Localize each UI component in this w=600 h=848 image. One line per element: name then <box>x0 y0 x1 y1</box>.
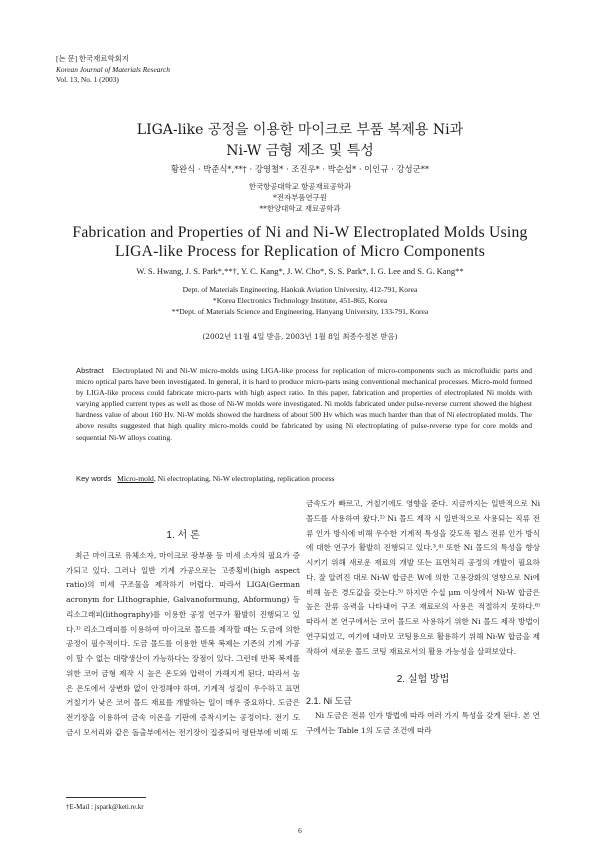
abstract-label: Abstract <box>76 366 104 375</box>
journal-name-ko: [논 문] 한국재료학회지 <box>56 54 129 63</box>
section-heading-introduction: 1. 서 론 <box>166 530 200 541</box>
journal-header <box>56 54 170 86</box>
affiliation-ko-1: 한국항공대학교 항공재료공학과 <box>248 182 352 191</box>
subsection-heading-ni-plating: 2.1. Ni 도금 <box>306 696 352 706</box>
column-right <box>306 497 540 738</box>
section-heading-methods: 2. 실험 방법 <box>396 674 450 686</box>
received-dates: (2002년 11월 4일 받음, 2003년 1월 8일 최종수정본 받음) <box>202 332 398 341</box>
keyword-micro-mold: Micro-mold <box>117 474 154 483</box>
keywords-label: Key words <box>76 474 112 483</box>
methods-paragraph: Ni 도금은 전류 인가 방법에 따라 여러 가지 특성을 갖게 된다. 본 연구에서는 Table 1의 도금 조건에 따라 <box>306 710 540 735</box>
journal-volume: Vol. 13, No. 1 (2003) <box>56 75 119 85</box>
keywords-rest: , Ni electroplating, Ni-W electroplating, replication process <box>153 474 335 483</box>
title-english-line2: LIGA-like Process for Replication of Micro Components <box>114 243 486 260</box>
page-number: 6 <box>298 826 302 835</box>
abstract-text: Electroplated Ni and Ni-W micro-molds using LIGA-like process for replication of micro-components such as microfluidic parts and micro optical parts have been investigated. In general, it is hard to produce micro-parts using conventional mechanical processes. Micro-mold formed by LIGA-like process could fabricate micro-parts with high aspect ratio. In this paper, fabrication and properties of electroplated Ni molds with varying applied current types as well as those of Ni-W molds were investigated. Ni molds fabricated under pulse-reverse current showed the highest hardness value of about 160 Hv. Ni-W molds showed the hardness of about 500 Hv which was much harder than that of Ni electroplated molds. The above results suggested that high quality micro-molds could be fabricated by using Ni electroplating of pulse-reverse type for core molds and sequential Ni-W alloys coating. <box>76 366 532 442</box>
affiliation-en-2: *Korea Electronics Technology Institute, 451-865, Korea <box>212 295 388 305</box>
introduction-continued: 금속도가 빠르고, 거칠기에도 영향을 준다. 지금까지는 일반적으로 Ni 몰드를 사용하여 왔다.²⁾ Ni 몰드 제작 시 일반적으로 사용되는 직류 전류 인가 방식에 비해 우수한 기계적 특성을 갖도록 펄스 전류 인가 방식에 대한 연구가 활발히 진행되고 있다.³,⁴⁾ 또한 Ni 몰드의 특성을 향상시키기 위해 새로운 재료의 개발 또는 표면처리 공정의 개발이 필요하다. 잘 알려진 대로 Ni-W 합금은 W에 의한 고용강화의 영향으로 Ni에 비해 높은 경도값을 갖는다.⁵⁾ 하지만 수십 μm 이상에서 Ni-W 합금은 높은 잔류 응력을 나타내어 구조 재료로의 사용은 적절하지 못하다.⁶⁾ 따라서 본 연구에서는 코어 몰드로 사용하기 위한 Ni 몰드 제작 방법이 연구되었고, 여기에 내마모 코팅용으로 활용하기 위해 Ni-W 합금을 제작하여 새로운 몰드 코팅 재료로서의 활용 가능성을 살펴보았다. <box>306 499 540 656</box>
affiliation-ko-2: *전자부품연구원 <box>273 193 327 203</box>
affiliation-ko-3: **한양대학교 재료공학과 <box>259 204 341 214</box>
title-korean-line1: LIGA-like 공정을 이용한 마이크로 부품 복제용 Ni과 <box>136 122 464 138</box>
title-english <box>0 223 600 261</box>
title-korean-line2: Ni-W 금형 제조 및 특성 <box>226 143 374 159</box>
title-english-line1: Fabrication and Properties of Ni and Ni-W Electroplated Molds Using <box>72 224 528 241</box>
introduction-paragraph: 최근 마이크로 유체소자, 마이크로 광부품 등 미세 소자의 필요가 증가되고 있다. 그러나 일반 기계 가공으로는 고종횡비(high aspect ratio)의 미세 구조물을 제작하기 어렵다. 따라서 LIGA(German acronym for LIthographie, Galvanoformung, Abformung) 등 리소그래피(lithography)를 이용한 공정 연구가 활발히 진행되고 있다.¹⁾ 리소그래피를 이용하여 마이크로 몰드를 제작할 때는 도금에 의한 공정이 필수적이다. 도금 몰드를 이용한 반복 복제는 기존의 기계 가공이 할 수 없는 대량생산이 가능하다는 장점이 있다. 그런데 반복 복제를 위한 코어 금형 제작 시 높은 온도와 압력이 가해지게 된다. 따라서 높은 온도에서 상변화 없이 안정해야 하며, 기계적 성질이 우수하고 표면 거칠기가 낮은 코어 몰드 재료를 개발하는 일이 매우 중요하다. 도금은 전기장을 이용하여 금속 이온을 기판에 증착시키는 공정이다. 전기 도금시 모서리와 같은 돌출부에서는 전기장이 집중되어 평탄부에 비해 도 <box>66 550 300 737</box>
footnote-rule <box>66 797 146 798</box>
journal-name-en: Korean Journal of Materials Research <box>56 64 170 74</box>
affiliations-korean <box>0 181 600 215</box>
authors-korean: 황완식 · 박준식*,**† · 강영철* · 조진우* · 박순섭* · 이인규 · 강성군** <box>170 164 430 174</box>
column-left <box>66 529 300 741</box>
affiliation-en-3: **Dept. of Materials Science and Engineering, Hanyang University, 133-791, Korea <box>171 306 429 316</box>
footnote-email: †E-Mail : jspark@keti.re.kr <box>66 803 144 811</box>
keywords <box>76 474 532 483</box>
affiliations-english <box>0 285 600 317</box>
title-korean <box>0 120 600 162</box>
authors-english: W. S. Hwang, J. S. Park*,**†, Y. C. Kang*, J. W. Cho*, S. S. Park*, I. G. Lee and S. G. Kang** <box>136 266 464 276</box>
abstract <box>76 365 532 443</box>
affiliation-en-1: Dept. of Materials Engineering, Hankuk Aviation University, 412-791, Korea <box>182 285 418 294</box>
